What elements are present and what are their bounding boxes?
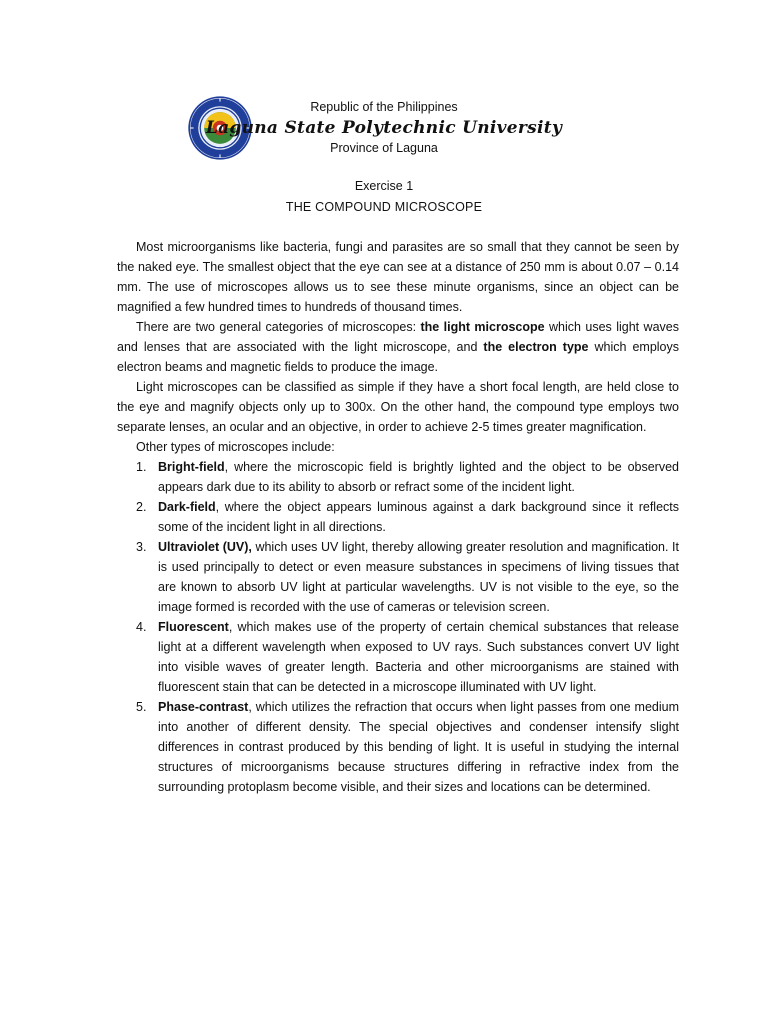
light-microscope-term: the light microscope [420, 320, 545, 334]
document-body [117, 237, 679, 797]
list-item [117, 457, 679, 497]
list-item-term: Ultraviolet (UV), [158, 540, 252, 554]
microscope-types-list [117, 457, 679, 797]
list-item [117, 537, 679, 617]
university-name: Laguna State Polytechnic University [205, 118, 563, 138]
exercise-number: Exercise 1 [354, 179, 414, 193]
paragraph-other-types: Other types of microscopes include: [136, 440, 335, 454]
electron-type-term: the electron type [483, 340, 589, 354]
province-heading: Province of Laguna [330, 141, 438, 155]
list-item [117, 697, 679, 797]
list-item-number: 2. [136, 500, 147, 514]
list-item [117, 617, 679, 697]
list-item-number: 5. [136, 700, 147, 714]
list-item-term: Dark-field [158, 500, 216, 514]
list-item-term: Bright-field [158, 460, 225, 474]
exercise-title: THE COMPOUND MICROSCOPE [285, 200, 483, 214]
paragraph-intro: Most microorganisms like bacteria, fungi and parasites are so small that they cannot be seen by the naked eye. The smallest object that the eye can see at a distance of 250 mm is about 0.07 – 0.14 mm. The use of microscopes allows us to see these minute organisms, since an object can be magnified a few hundred times to hundreds of thousand times. [117, 240, 679, 314]
paragraph-light-microscopes: Light microscopes can be classified as simple if they have a short focal length, are held close to the eye and magnify objects only up to 300x. On the other hand, the compound type employs two separate lenses, an ocular and an objective, in order to achieve 2-5 times greater magnification. [117, 380, 679, 434]
list-item-number: 3. [136, 540, 147, 554]
paragraph-categories [117, 317, 679, 377]
list-item-text: , where the microscopic field is brightly lighted and the object to be observed appears dark due to its ability to absorb or refract some of the incident light. [158, 460, 679, 494]
list-item-term: Fluorescent [158, 620, 229, 634]
list-item-text: , where the object appears luminous against a dark background since it reflects some of the incident light in all directions. [158, 500, 679, 534]
categories-text-c: which uses light waves and lenses that are associated with the light microscope, and [117, 320, 679, 354]
list-item-text: , which utilizes the refraction that occurs when light passes from one medium into another of different density. The special objectives and condenser intensify slight differences in contrast produced by this bending of light. It is useful in studying the internal structures of microorganisms because structures differing in refractive index from the surrounding protoplasm become visible, and their sizes and locations can be determined. [158, 700, 679, 794]
categories-text-a: There are two general categories of microscopes: [136, 320, 421, 334]
republic-heading: Republic of the Philippines [310, 100, 458, 114]
list-item-number: 1. [136, 460, 147, 474]
list-item-text: which uses UV light, thereby allowing greater resolution and magnification. It is used principally to detect or even measure substances in specimens of living tissues that are known to absorb UV light at particular wavelengths. UV is not visible to the eye, so the image formed is recorded with the use of cameras or television screen. [158, 540, 679, 614]
categories-text-e: which employs electron beams and magnetic fields to produce the image. [117, 340, 679, 374]
list-item-text: , which makes use of the property of certain chemical substances that release light at a different wavelength when exposed to UV rays. Such substances convert UV light into visible waves of greater length. Bacteria and other microorganisms are stained with fluorescent stain that can be detected in a microscope illuminated with UV light. [158, 620, 679, 694]
list-item-term: Phase-contrast [158, 700, 249, 714]
list-item-number: 4. [136, 620, 147, 634]
list-item [117, 497, 679, 537]
